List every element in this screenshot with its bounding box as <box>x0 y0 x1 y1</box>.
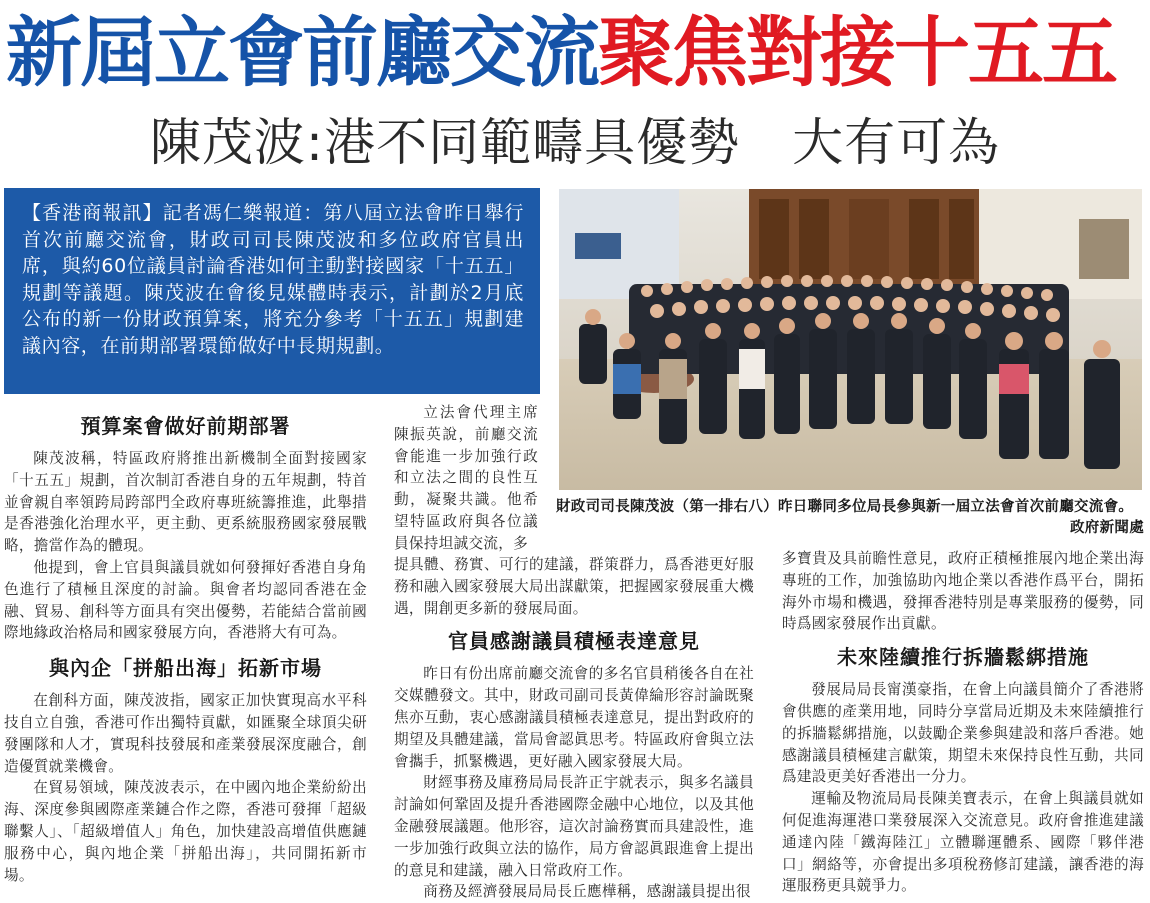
column-1 <box>4 408 367 886</box>
lead-paragraph: 【香港商報訊】記者馮仁樂報道：第八屆立法會昨日舉行首次前廳交流會，財政司司長陳茂波和多位政府官員出席，與約60位議員討論香港如何主動對接國家「十五五」規劃等議題。陳茂波在會後見媒體時表示，計劃於2月底公布的新一份財政預算案，將充分參考「十五五」規劃建議內容，在前期部署環節做好中長期規劃。 <box>4 188 540 394</box>
paragraph: 在貿易領域，陳茂波表示，在中國內地企業紛紛出海、深度參與國際產業鏈合作之際，香港可發揮「超級聯繫人」、「超級增值人」角色，加快建設高增值供應鏈服務中心，與內地企業「拼船出海」，共同開拓新市場。 <box>4 779 367 884</box>
subheadline: 陳茂波:港不同範疇具優勢 大有可為 <box>149 114 1001 173</box>
photo-caption <box>556 497 1144 539</box>
section-heading-markets: 與內企「拼船出海」拓新市場 <box>49 656 322 681</box>
headline <box>6 4 1146 102</box>
paragraph: 昨日有份出席前廳交流會的多名官員稍後各自在社交媒體發文。其中，財政司副司長黃偉綸形容討論既聚焦亦互動，衷心感謝議員積極表達意見，提出對政府的期望及具體建議，當局會認眞思考。特區政府會與立法會攜手，抓緊機遇，更好融入國家發展大局。 <box>394 665 754 770</box>
paragraph: 在創科方面，陳茂波指，國家正加快實現高水平科技自立自強，香港可作出獨特貢獻，如匯聚全球頂尖研發團隊和人才，實現科技發展和產業發展深度融合，創造優質就業機會。 <box>4 692 367 775</box>
paragraph: 多寶貴及具前瞻性意見，政府正積極推展內地企業出海專班的工作，加強協助內地企業以香港作爲平台，開拓海外市場和機遇，發揮香港特別是專業服務的優勢，同時爲國家發展作出貢獻。 <box>782 550 1144 633</box>
paragraph: 發展局局長甯漢豪指，在會上向議員簡介了香港將會供應的產業用地，同時分享當局近期及未來陸續推行的拆牆鬆綁措施，以鼓勵企業參與建設和落戶香港。她感謝議員積極建言獻策，期望未來保持良性互動，共同爲建設更美好香港出一分力。 <box>782 681 1144 786</box>
column-2 <box>394 554 754 903</box>
paragraph: 他提到，會上官員與議員就如何發揮好香港自身角色進行了積極且深度的討論。與會者均認同香港在金融、貿易、創科等方面具有突出優勢，若能結合當前國際地緣政治格局和國家發展方向，香港將大有可為。 <box>4 558 367 642</box>
section-heading-budget: 預算案會做好前期部署 <box>80 414 291 438</box>
paragraph: 財經事務及庫務局局長許正宇就表示，與多名議員討論如何鞏固及提升香港國際金融中心地位，以及其他金融發展議題。他形容，這次討論務實而具建設性，進一步加強行政與立法的協作，局方會認眞跟進會上提出的意見和建議，融入日常政府工作。 <box>394 774 754 879</box>
column-2-top <box>394 402 538 555</box>
paragraph: 提具體、務實、可行的建議，群策群力，爲香港更好服務和融入國家發展大局出謀獻策，把握國家發展重大機遇，開創更多新的發展局面。 <box>394 556 754 617</box>
section-heading-deregulation: 未來陸續推行拆牆鬆綁措施 <box>837 645 1089 670</box>
group-photo <box>559 189 1142 490</box>
paragraph: 運輸及物流局局長陳美寶表示，在會上與議員就如何促進海運港口業發展深入交流意見。政府會推進建議通達內陸「鐵海陸江」立體聯運體系、國際「夥伴港口」網絡等，亦會提出多項稅務修訂建議，讓香港的海運服務更具競爭力。 <box>782 790 1144 895</box>
column-3 <box>782 548 1144 897</box>
headline-blue-part: 新屆立會前廳交流 <box>6 8 598 97</box>
photo-credit: 政府新聞處 <box>1070 520 1144 536</box>
paragraph: 商務及經濟發展局局長丘應樺稱，感謝議員提出很 <box>423 883 751 901</box>
group-photo-illustration <box>559 189 1142 490</box>
photo-caption-text: 財政司司長陳茂波（第一排右八）昨日聯同多位局長參與新一屆立法會首次前廳交流會。 <box>556 499 1134 515</box>
headline-red-part: 聚焦對接十五五 <box>598 8 1116 97</box>
paragraph: 立法會代理主席陳振英說，前廳交流會能進一步加強行政和立法之間的良性互動，凝聚共識。他希望特區政府與各位議員保持坦誠交流，多 <box>394 404 538 552</box>
paragraph: 陳茂波稱，特區政府將推出新機制全面對接國家「十五五」規劃，首次制訂香港自身的五年規劃，特首並會親自率領跨局跨部門全政府專班統籌推進，此舉措是香港強化治理水平，更主動、更系統服務國家發展戰略，擔當作為的體現。 <box>4 450 367 555</box>
section-heading-officials: 官員感謝議員積極表達意見 <box>448 629 700 654</box>
